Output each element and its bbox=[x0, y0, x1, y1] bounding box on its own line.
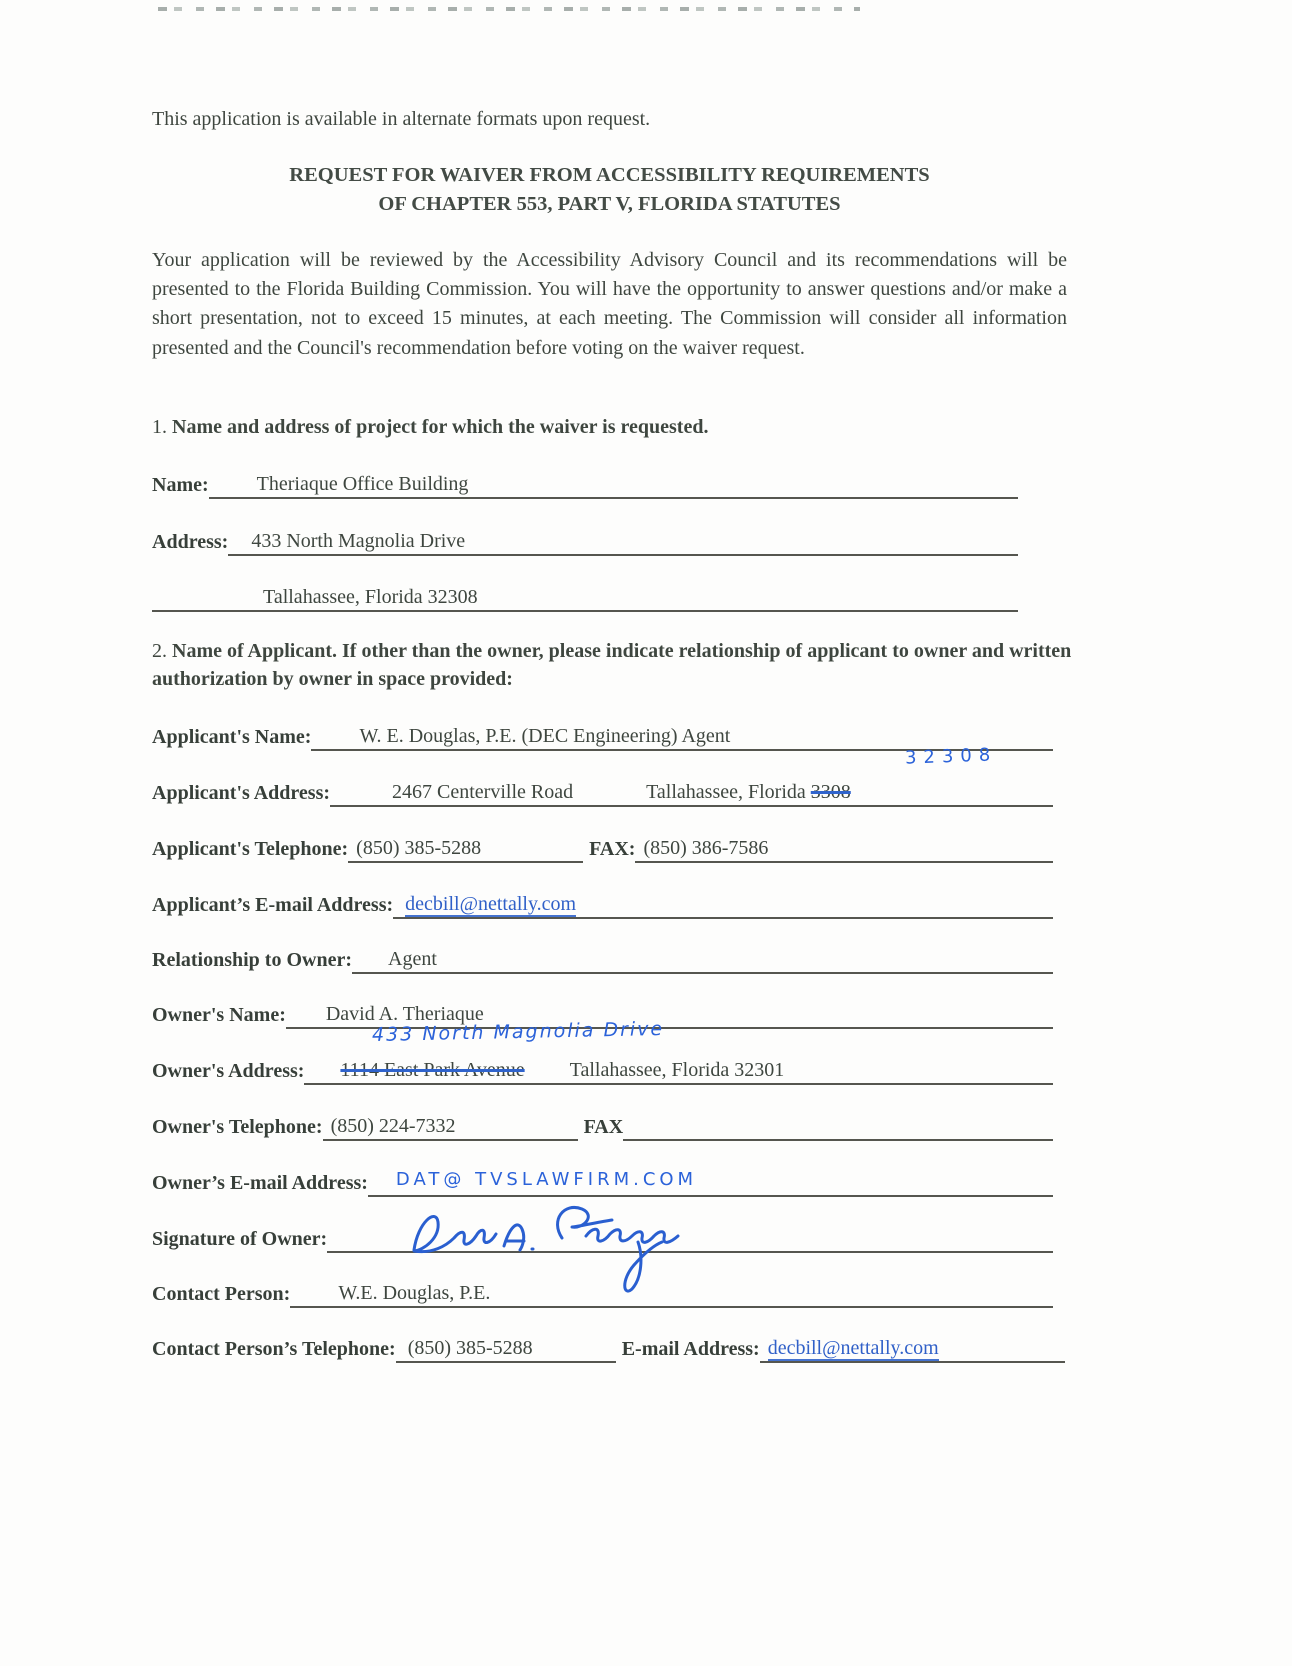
applicant-name-row bbox=[152, 717, 1053, 751]
project-address-value2: Tallahassee, Florida 32308 bbox=[263, 586, 478, 608]
owner-address-city: Tallahassee, Florida 32301 bbox=[569, 1059, 785, 1081]
intro-note: This application is available in alternate formats upon request. bbox=[152, 108, 651, 130]
contact-phone-row bbox=[152, 1329, 1065, 1363]
handwritten-owner-email: DAT@ TVSLAWFIRM.COM bbox=[395, 1169, 698, 1190]
applicant-address-line bbox=[330, 781, 1053, 807]
project-address-line2 bbox=[152, 586, 1018, 612]
owner-address-line bbox=[304, 1059, 1053, 1085]
applicant-email-line bbox=[393, 893, 1053, 919]
applicant-email-label: Applicant’s E-mail Address: bbox=[152, 894, 394, 916]
applicant-address-value: 2467 Centerville Road bbox=[392, 781, 574, 803]
contact-person-label: Contact Person: bbox=[152, 1283, 291, 1305]
applicant-address-label: Applicant's Address: bbox=[152, 782, 331, 804]
contact-person-row bbox=[152, 1274, 1053, 1308]
owner-name-value: David A. Theriaque bbox=[325, 1003, 484, 1025]
document-title-line1: REQUEST FOR WAIVER FROM ACCESSIBILITY REQUIREMENTS bbox=[289, 164, 930, 186]
owner-address-struck: 1114 East Park Avenue bbox=[340, 1059, 525, 1081]
owner-email-label: Owner’s E-mail Address: bbox=[152, 1172, 368, 1194]
applicant-phone-line bbox=[348, 837, 583, 863]
applicant-phone-value: (850) 385-5288 bbox=[356, 837, 482, 859]
contact-person-value: W.E. Douglas, P.E. bbox=[338, 1282, 491, 1304]
owner-fax-label: FAX bbox=[583, 1116, 624, 1138]
section1-heading-text: Name and address of project for which the waiver is requested. bbox=[172, 416, 709, 438]
document-title bbox=[152, 161, 1067, 219]
project-name-row bbox=[152, 465, 1018, 499]
section2-heading bbox=[152, 637, 1082, 693]
applicant-address-row bbox=[152, 773, 1053, 807]
contact-phone-label: Contact Person’s Telephone: bbox=[152, 1338, 396, 1360]
applicant-fax-line bbox=[635, 837, 1053, 863]
owner-phone-row bbox=[152, 1107, 1053, 1141]
section2-heading-text: Name of Applicant. If other than the owner, please indicate relationship of applicant to owner and written authorization by owner in space provided: bbox=[152, 640, 1072, 690]
owner-name-label: Owner's Name: bbox=[152, 1004, 286, 1026]
project-address-row2 bbox=[152, 578, 1018, 612]
owner-phone-value: (850) 224-7332 bbox=[330, 1115, 456, 1137]
instructions-paragraph: Your application will be reviewed by the Accessibility Advisory Council and its recommendations will be presented to the Florida Building Commission. You will have the opportunity to answer questions and/or make a short presentation, not to exceed 15 minutes, at each meeting. The Commission will consider all information presented and the Council's recommendation before voting on the waiver request. bbox=[152, 249, 1067, 359]
applicant-name-value: W. E. Douglas, P.E. (DEC Engineering) Agent bbox=[359, 725, 731, 747]
handwritten-zip-correction: 32308 bbox=[904, 744, 998, 769]
project-address-line bbox=[228, 530, 1018, 556]
project-name-line bbox=[209, 473, 1018, 499]
applicant-address-city: Tallahassee, Florida bbox=[646, 781, 806, 803]
owner-address-row bbox=[152, 1051, 1053, 1085]
relationship-line bbox=[352, 948, 1053, 974]
applicant-fax-label: FAX: bbox=[589, 838, 636, 860]
applicant-fax-value: (850) 386-7586 bbox=[643, 837, 769, 859]
owner-fax-line bbox=[623, 1138, 1053, 1141]
owner-phone-label: Owner's Telephone: bbox=[152, 1116, 323, 1138]
owner-address-label: Owner's Address: bbox=[152, 1060, 305, 1082]
section2-number: 2. bbox=[152, 640, 167, 662]
section1-number: 1. bbox=[152, 416, 167, 438]
signature-label: Signature of Owner: bbox=[152, 1228, 328, 1250]
applicant-phone-label: Applicant's Telephone: bbox=[152, 838, 349, 860]
scan-artifact-dashes bbox=[158, 7, 860, 11]
applicant-email-link: decbill@nettally.com bbox=[405, 893, 577, 915]
applicant-name-label: Applicant's Name: bbox=[152, 726, 312, 748]
project-address-value: 433 North Magnolia Drive bbox=[251, 530, 466, 552]
contact-phone-line bbox=[396, 1337, 616, 1363]
contact-email-link: decbill@nettally.com bbox=[767, 1337, 939, 1359]
owner-email-row bbox=[152, 1163, 1053, 1197]
contact-phone-value: (850) 385-5288 bbox=[407, 1337, 533, 1359]
applicant-address-zip-struck: 3308 bbox=[810, 781, 851, 803]
project-address-row bbox=[152, 522, 1018, 556]
applicant-email-row bbox=[152, 885, 1053, 919]
project-name-value: Theriaque Office Building bbox=[256, 473, 469, 495]
contact-person-line bbox=[290, 1282, 1053, 1308]
section1-heading bbox=[152, 413, 1067, 441]
contact-email-label: E-mail Address: bbox=[621, 1338, 760, 1360]
owner-phone-line bbox=[323, 1115, 578, 1141]
project-name-label: Name: bbox=[152, 474, 209, 496]
owner-email-line bbox=[368, 1171, 1053, 1197]
handwritten-owner-address: 433 North Magnolia Drive bbox=[371, 1017, 665, 1047]
relationship-row bbox=[152, 940, 1053, 974]
relationship-label: Relationship to Owner: bbox=[152, 949, 352, 971]
relationship-value: Agent bbox=[388, 948, 437, 970]
applicant-phone-row bbox=[152, 829, 1053, 863]
contact-email-line bbox=[760, 1337, 1065, 1363]
document-title-line2: OF CHAPTER 553, PART V, FLORIDA STATUTES bbox=[378, 193, 841, 215]
project-address-label: Address: bbox=[152, 531, 229, 553]
